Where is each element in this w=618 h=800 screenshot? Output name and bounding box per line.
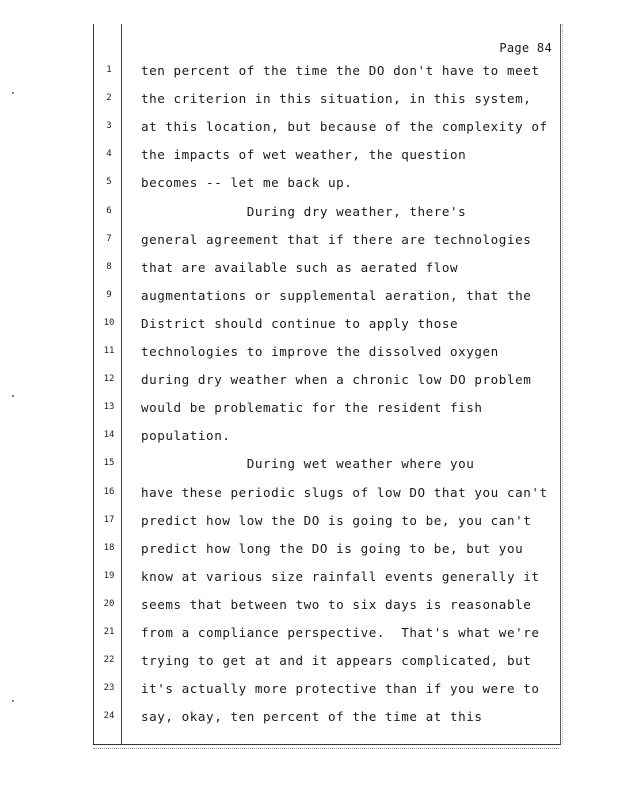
line-number-rule	[121, 24, 122, 744]
right-margin-speckle	[561, 24, 563, 744]
transcript-line: during dry weather when a chronic low DO problem	[141, 372, 532, 388]
line-number: 21	[103, 627, 115, 637]
transcript-line: District should continue to apply those	[141, 315, 459, 331]
line-number: 7	[106, 233, 112, 244]
transcript-line: have these periodic slugs of low DO that you can't	[141, 484, 548, 500]
transcript-line: technologies to improve the dissolved oxygen	[141, 344, 499, 359]
transcript-line: from a compliance perspective. That's what we're	[141, 625, 540, 640]
line-number: 20	[103, 598, 115, 609]
transcript-line: the impacts of wet weather, the question	[141, 147, 467, 163]
transcript-line: at this location, but because of the complexity of	[141, 119, 548, 135]
line-number: 4	[106, 149, 112, 160]
line-number: 6	[106, 205, 112, 216]
line-number: 15	[103, 458, 115, 469]
line-number: 13	[103, 402, 115, 413]
transcript-line: seems that between two to six days is reasonable	[141, 596, 532, 612]
transcript-line: it's actually more protective than if you were to	[141, 681, 540, 697]
line-number: 14	[103, 430, 115, 441]
transcript-line: that are available such as aerated flow	[141, 259, 459, 275]
transcript-line: becomes -- let me back up.	[141, 175, 353, 191]
transcript-line: the criterion in this situation, in this system,	[141, 91, 532, 107]
line-number: 17	[103, 514, 115, 525]
transcript-line: say, okay, ten percent of the time at this	[141, 709, 483, 725]
scan-speck	[12, 700, 14, 702]
line-number: 22	[103, 655, 115, 666]
scan-speck	[12, 92, 14, 94]
transcript-line: general agreement that if there are technologies	[141, 231, 532, 247]
transcript-line: During dry weather, there's	[141, 203, 467, 219]
line-number: 5	[106, 177, 112, 188]
line-number: 1	[106, 65, 112, 75]
page-number: Page 84	[499, 41, 552, 55]
scan-speck	[12, 395, 14, 397]
bottom-margin-speckle	[93, 748, 559, 749]
line-number: 23	[103, 683, 115, 694]
line-number: 10	[103, 317, 115, 328]
transcript-line: know at various size rainfall events generally it	[141, 568, 540, 584]
line-number: 8	[106, 261, 112, 272]
line-number: 11	[103, 346, 115, 356]
line-number: 18	[103, 542, 115, 553]
transcript-line: trying to get at and it appears complicated, but	[141, 653, 532, 669]
transcript-line: ten percent of the time the DO don't have to meet	[141, 63, 540, 78]
line-number: 3	[106, 121, 112, 132]
transcript-line: predict how low the DO is going to be, you can't	[141, 512, 532, 528]
line-number: 9	[106, 289, 112, 300]
transcript-line: During wet weather where you	[141, 456, 475, 472]
transcript-line: would be problematic for the resident fish	[141, 400, 483, 416]
transcript-line: population.	[141, 428, 231, 444]
transcript-line: predict how long the DO is going to be, but you	[141, 540, 524, 556]
transcript-line: augmentations or supplemental aeration, that the	[141, 287, 532, 303]
line-number: 2	[106, 93, 112, 104]
line-number: 24	[103, 711, 115, 722]
line-number: 19	[103, 570, 115, 581]
line-number: 16	[103, 486, 115, 497]
line-number: 12	[103, 374, 115, 385]
